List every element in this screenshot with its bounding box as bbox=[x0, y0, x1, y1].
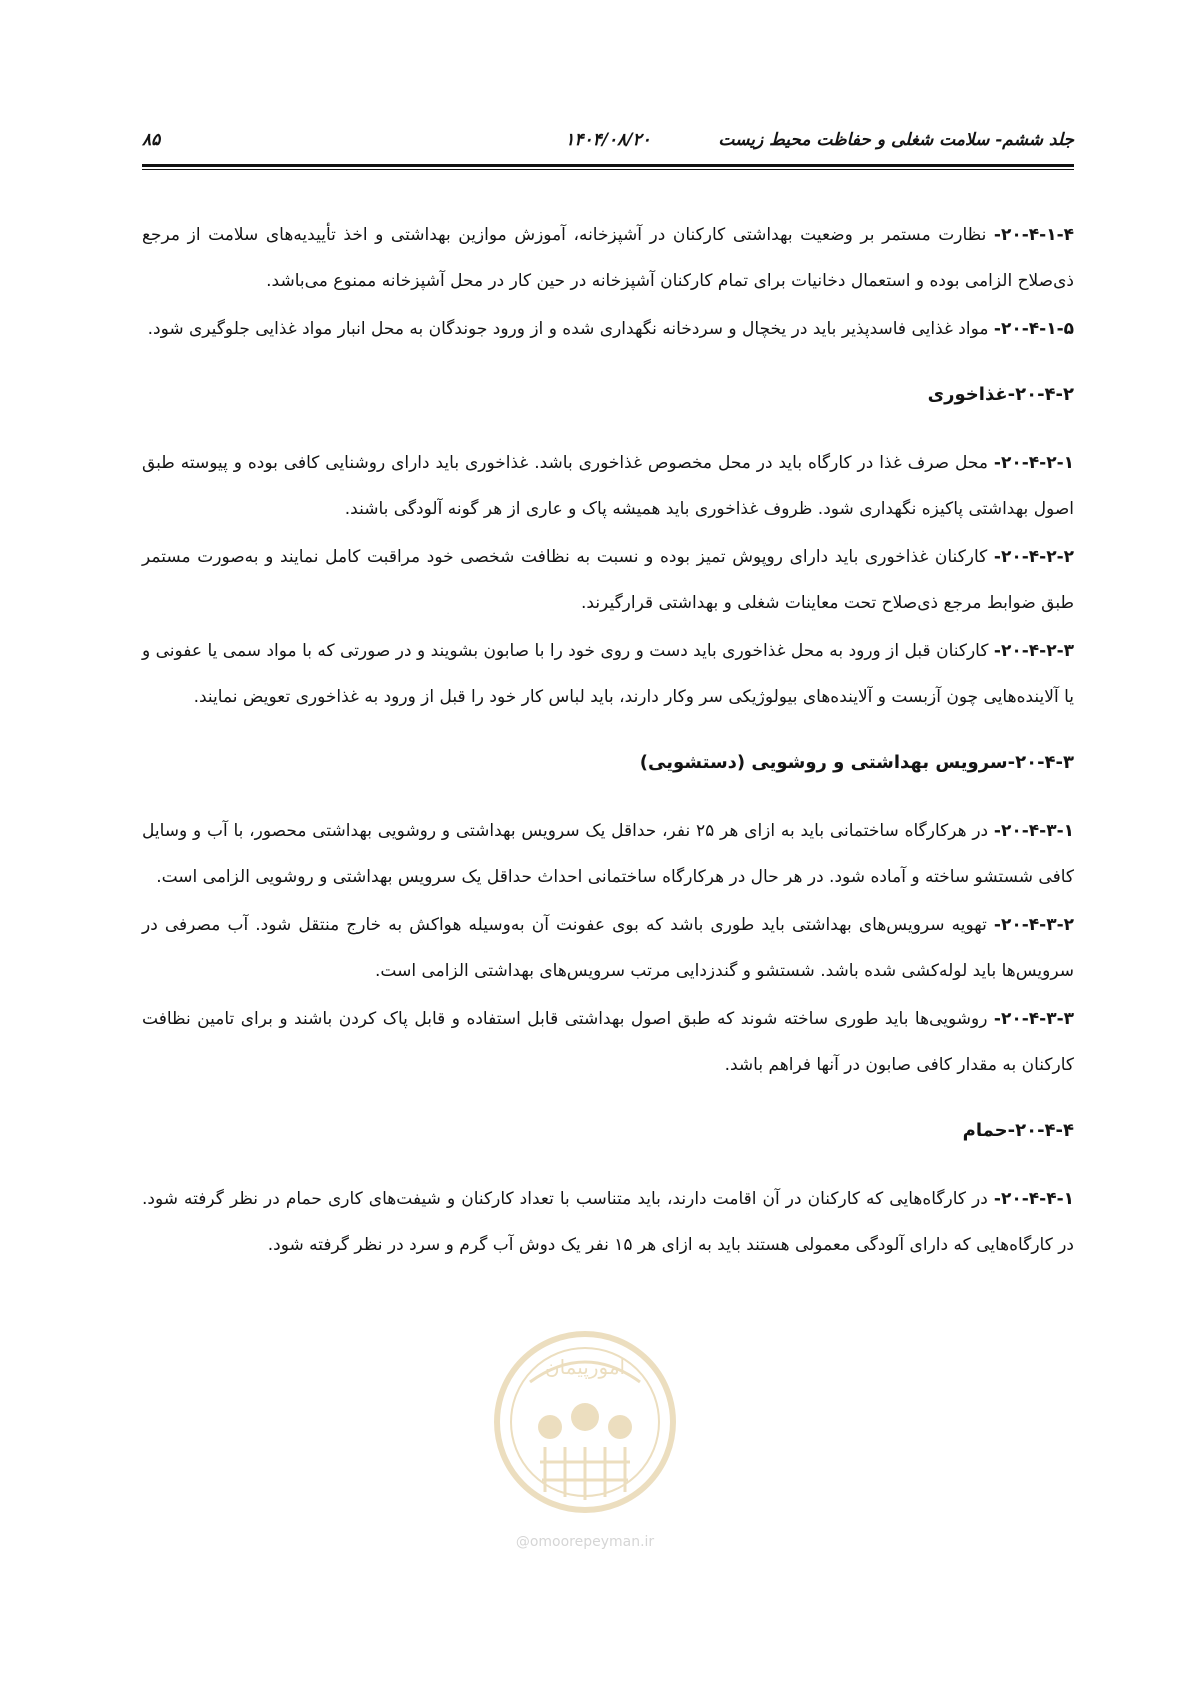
watermark-caption: @omoorepeyman.ir bbox=[515, 1534, 655, 1550]
paragraph-20-4-3-3 bbox=[142, 996, 1074, 1088]
header-rule-thin bbox=[142, 169, 1074, 170]
clause-number: ۲۰-۴-۳-۲- bbox=[993, 915, 1074, 935]
header-rule-thick bbox=[142, 164, 1074, 167]
clause-text: روشویی‌ها باید طوری ساخته شوند که طبق اصول بهداشتی قابل استفاده و قابل پاک کردن باشند و برای تامین نظافت کارکنان به مقدار کافی صابون در آنها فراهم باشد. bbox=[142, 1009, 1074, 1075]
header-title: جلد ششم- سلامت شغلی و حفاظت محیط زیست bbox=[718, 130, 1074, 150]
clause-text: کارکنان قبل از ورود به محل غذاخوری باید دست و روی خود را با صابون بشویند و در صورتی که با مواد سمی یا عفونی و یا آلاینده‌هایی چون آزبست و آلاینده‌های بیولوژیکی سر وکار دارند، باید لباس کار خود را قبل از ورود به غذاخوری تعویض نمایند. bbox=[142, 641, 1074, 707]
paragraph-20-4-1-5 bbox=[142, 306, 1074, 352]
clause-number: ۲۰-۴-۲-۲- bbox=[993, 547, 1074, 567]
section-heading-20-4-2: ۲۰-۴-۲-غذاخوری bbox=[927, 384, 1074, 405]
header-date: ۱۴۰۴/۰۸/۲۰ bbox=[565, 130, 651, 150]
clause-text: محل صرف غذا در کارگاه باید در محل مخصوص غذاخوری باشد. غذاخوری باید دارای روشنایی کافی بوده و پیوسته طبق اصول بهداشتی پاکیزه نگهداری شود. ظروف غذاخوری باید همیشه پاک و عاری از هر گونه آلودگی باشند. bbox=[142, 453, 1074, 519]
clause-text: کارکنان غذاخوری باید دارای روپوش تمیز بوده و نسبت به نظافت شخصی خود مراقبت کامل نمایند و به‌صورت مستمر طبق ضوابط مرجع ذی‌صلاح تحت معاینات شغلی و بهداشتی قرارگیرند. bbox=[142, 547, 1074, 613]
body-content bbox=[142, 212, 1074, 1270]
section-heading-20-4-3: ۲۰-۴-۳-سرویس بهداشتی و روشویی (دستشویی) bbox=[639, 752, 1074, 773]
clause-number: ۲۰-۴-۲-۱- bbox=[993, 453, 1074, 473]
paragraph-20-4-3-2 bbox=[142, 902, 1074, 994]
clause-number: ۲۰-۴-۳-۱- bbox=[993, 821, 1074, 841]
page-number: ۸۵ bbox=[142, 130, 161, 150]
clause-number: ۲۰-۴-۱-۴- bbox=[993, 225, 1074, 245]
clause-number: ۲۰-۴-۱-۵- bbox=[993, 319, 1074, 339]
paragraph-20-4-1-4 bbox=[142, 212, 1074, 304]
paragraph-20-4-2-2 bbox=[142, 534, 1074, 626]
clause-number: ۲۰-۴-۲-۳- bbox=[993, 641, 1074, 661]
page-header bbox=[142, 128, 1074, 158]
clause-text: در هرکارگاه ساختمانی باید به ازای هر ۲۵ نفر، حداقل یک سرویس بهداشتی و روشویی بهداشتی محصور، با آب و وسایل کافی شستشو ساخته و آماده شود. در هر حال در هرکارگاه ساختمانی احداث حداقل یک سرویس بهداشتی و روشویی الزامی است. bbox=[142, 821, 1074, 887]
watermark-logo-icon bbox=[490, 1322, 680, 1527]
watermark-logo-text: امورپیمان bbox=[544, 1355, 626, 1379]
clause-text: در کارگاه‌هایی که کارکنان در آن اقامت دارند، باید متناسب با تعداد کارکنان و شیفت‌های کاری حمام در نظر گرفته شود. در کارگاه‌هایی که دارای آلودگی معمولی هستند باید به ازای هر ۱۵ نفر یک دوش آب گرم و سرد در نظر گرفته شود. bbox=[142, 1189, 1074, 1255]
paragraph-20-4-3-1 bbox=[142, 808, 1074, 900]
clause-text: مواد غذایی فاسدپذیر باید در یخچال و سردخانه نگهداری شده و از ورود جوندگان به محل انبار مواد غذایی جلوگیری شود. bbox=[147, 319, 994, 339]
clause-text: تهویه سرویس‌های بهداشتی باید طوری باشد که بوی عفونت آن به‌وسیله هواکش به خارج منتقل شود. آب مصرفی در سرویس‌ها باید لوله‌کشی شده باشد. شستشو و گندزدایی مرتب سرویس‌های بهداشتی الزامی است. bbox=[142, 915, 1074, 981]
watermark bbox=[490, 1322, 680, 1554]
section-heading-20-4-4: ۲۰-۴-۴-حمام bbox=[962, 1120, 1074, 1141]
clause-text: نظارت مستمر بر وضعیت بهداشتی کارکنان در آشپزخانه، آموزش موازین بهداشتی و اخذ تأییدیه‌های سلامت از مرجع ذی‌صلاح الزامی بوده و استعمال دخانیات برای تمام کارکنان آشپزخانه در حین کار در محل آشپزخانه ممنوع می‌باشد. bbox=[142, 225, 1074, 291]
paragraph-20-4-4-1 bbox=[142, 1176, 1074, 1268]
paragraph-20-4-2-3 bbox=[142, 628, 1074, 720]
clause-number: ۲۰-۴-۳-۳- bbox=[993, 1009, 1074, 1029]
paragraph-20-4-2-1 bbox=[142, 440, 1074, 532]
clause-number: ۲۰-۴-۴-۱- bbox=[993, 1189, 1074, 1209]
